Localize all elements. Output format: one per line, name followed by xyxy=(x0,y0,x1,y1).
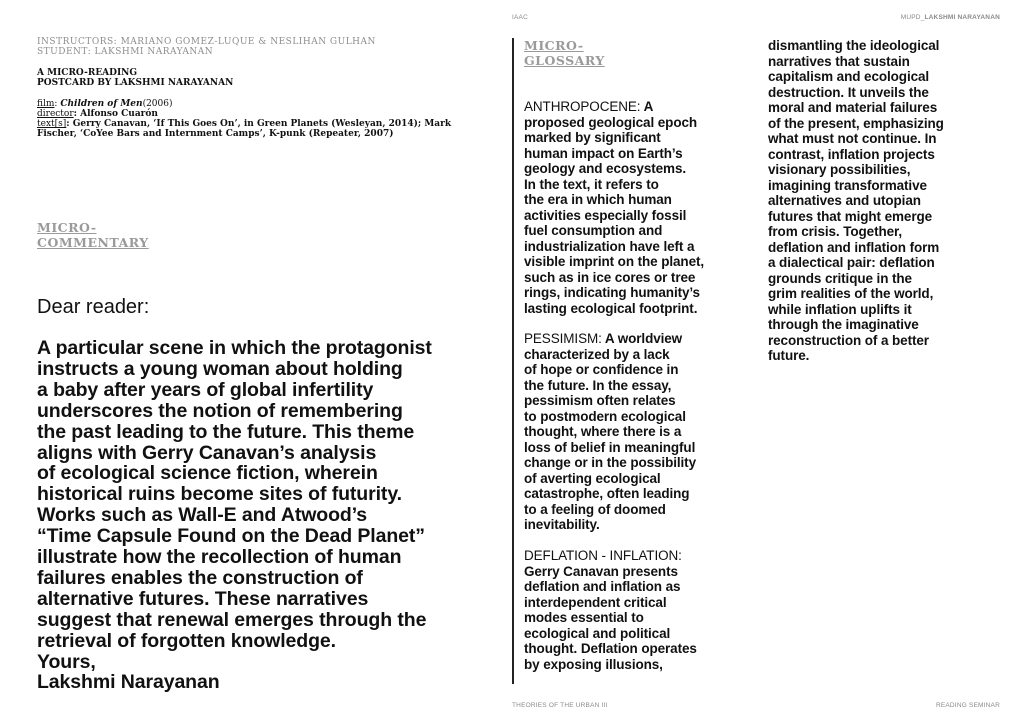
film-title: Children of Men xyxy=(60,99,143,109)
header-left: IAAC xyxy=(512,14,528,21)
glossary-definition-line: In the text, it refers to xyxy=(524,176,659,192)
glossary-continued-line: deflation and inflation form xyxy=(768,239,940,255)
commentary-line: historical ruins become sites of futurity. xyxy=(37,483,402,506)
director-label: director xyxy=(37,109,74,119)
glossary-entry-deflation-first-line xyxy=(524,548,682,564)
glossary-continued-line: contrast, inflation projects xyxy=(768,146,935,162)
glossary-definition-line: thought. Deflation operates xyxy=(524,641,697,656)
glossary-continued-line: while inflation uplifts it xyxy=(768,301,912,317)
glossary-definition-line: proposed geological epoch xyxy=(524,114,698,130)
glossary-definition-line: pessimism often relates xyxy=(524,393,676,408)
commentary-line: instructs a young woman about holding xyxy=(37,357,403,380)
glossary-definition-line: industrialization have left a xyxy=(524,238,695,254)
footer-left: THEORIES OF THE URBAN III xyxy=(512,702,608,709)
glossary-definition-line: thought, where there is a xyxy=(524,424,682,439)
glossary-continued-line: grim realities of the world, xyxy=(768,286,934,301)
greeting: Dear reader: xyxy=(37,296,150,318)
commentary-line: “Time Capsule Found on the Dead Planet” xyxy=(37,525,425,548)
glossary-definition-line: ecological and political xyxy=(524,625,671,641)
commentary-line: a baby after years of global infertility xyxy=(37,378,374,401)
glossary-definition-line: interdependent critical xyxy=(524,594,667,610)
film-line: film: Children of Men(2006) xyxy=(37,99,173,109)
glossary-continued-line: reconstruction of a better xyxy=(768,332,929,348)
glossary-continued-line: grounds critique in the xyxy=(768,270,912,286)
glossary-continued-line: narratives that sustain xyxy=(768,53,910,69)
header-right xyxy=(901,14,1000,21)
film-year: (2006) xyxy=(142,99,173,109)
glossary-definition-line: change or in the possibility xyxy=(524,455,696,470)
glossary-definition-line: fuel consumption and xyxy=(524,223,663,238)
glossary-definition-line: inevitability. xyxy=(524,517,600,532)
glossary-definition-line: marked by significant xyxy=(524,130,661,145)
glossary-continued-line: imagining transformative xyxy=(768,177,927,193)
footer-right: READING SEMINAR xyxy=(935,702,1000,709)
glossary-definition-line: of averting ecological xyxy=(524,470,661,486)
glossary-continued-line: a dialectical pair: deflation xyxy=(768,255,935,270)
texts-value: : Gerry Canavan, ‘If This Goes On’, in Green Planets (Wesleyan, 2014); Mark xyxy=(66,119,452,129)
glossary-continued-line: dismantling the ideological xyxy=(768,38,940,53)
postcard-title-line2: POSTCARD BY LAKSHMI NARAYANAN xyxy=(37,78,234,88)
header-right-prefix: MUPD_ xyxy=(900,14,925,21)
director-line xyxy=(37,109,158,119)
texts-value-2: Fischer, ‘CoYee Bars and Internment Camps’, K-punk (Repeater, 2007) xyxy=(37,129,394,139)
commentary-line: Works such as Wall-E and Atwood’s xyxy=(37,504,368,527)
glossary-continued-line: futures that might emerge xyxy=(768,208,933,224)
director-value: : Alfonso Cuarón xyxy=(73,109,158,119)
glossary-definition-start: A xyxy=(640,99,654,114)
commentary-line: retrieval of forgotten knowledge. xyxy=(37,629,336,652)
glossary-continued-line: destruction. It unveils the xyxy=(768,84,929,100)
glossary-definition-line: Gerry Canavan presents xyxy=(524,563,678,579)
glossary-entry-pessimism-first-line xyxy=(524,331,682,347)
header-right-name: LAKSHMI NARAYANAN xyxy=(924,14,1000,21)
glossary-definition-line: modes essential to xyxy=(524,610,644,625)
glossary-heading-line2: GLOSSARY xyxy=(524,53,605,68)
glossary-term-pessimism: PESSIMISM: xyxy=(524,331,602,346)
commentary-line: underscores the notion of remembering xyxy=(37,399,403,422)
glossary-definition-line: the era in which human xyxy=(524,192,672,207)
student-line: STUDENT: LAKSHMI NARAYANAN xyxy=(37,47,214,57)
glossary-continued-line: from crisis. Together, xyxy=(768,224,903,239)
glossary-continued-line: moral and material failures xyxy=(768,100,938,115)
commentary-heading-line2: COMMENTARY xyxy=(37,235,149,250)
commentary-line: A particular scene in which the protagonist xyxy=(37,337,432,359)
glossary-continued-line: alternatives and utopian xyxy=(768,193,921,208)
glossary-definition-line: lasting ecological footprint. xyxy=(524,300,698,316)
instructors-line: INSTRUCTORS: MARIANO GOMEZ-LUQUE & NESLIHAN GULHAN xyxy=(37,37,376,47)
glossary-definition-line: geology and ecosystems. xyxy=(524,161,687,176)
glossary-definition-line: the future. In the essay, xyxy=(524,377,672,393)
commentary-line: Yours, xyxy=(37,650,96,673)
texts-label: text[s] xyxy=(37,119,67,129)
glossary-definition-line: visible imprint on the planet, xyxy=(524,254,705,269)
commentary-line: suggest that renewal emerges through the xyxy=(37,608,427,631)
glossary-definition-line: activities especially fossil xyxy=(524,207,687,223)
commentary-line: failures enables the construction of xyxy=(37,566,363,589)
glossary-definition-line: to postmodern ecological xyxy=(524,408,686,424)
glossary-entry-anthropocene-first-line xyxy=(524,99,653,115)
glossary-definition-line: to a feeling of doomed xyxy=(524,501,666,517)
glossary-definition-line: loss of belief in meaningful xyxy=(524,439,696,455)
glossary-continued-line: of the present, emphasizing xyxy=(768,115,944,131)
glossary-definition-line: human impact on Earth’s xyxy=(524,145,683,161)
commentary-line: illustrate how the recollection of human xyxy=(37,546,402,568)
film-label: film xyxy=(37,99,55,109)
glossary-continued-line: what must not continue. In xyxy=(768,131,937,146)
texts-line xyxy=(37,119,451,129)
glossary-definition-line: such as in ice cores or tree xyxy=(524,269,696,285)
commentary-line: of ecological science fiction, wherein xyxy=(37,462,378,485)
glossary-continued-line: capitalism and ecological xyxy=(768,69,930,84)
glossary-definition-line: of hope or confidence in xyxy=(524,362,679,377)
glossary-definition-line: rings, indicating humanity’s xyxy=(524,285,700,300)
commentary-line: aligns with Gerry Canavan’s analysis xyxy=(37,441,377,464)
glossary-continued-line: visionary possibilities, xyxy=(768,162,911,177)
commentary-line: alternative futures. These narratives xyxy=(37,587,369,610)
glossary-definition-line: catastrophe, often leading xyxy=(524,486,690,501)
commentary-heading-line1: MICRO- xyxy=(37,220,97,235)
commentary-line: Lakshmi Narayanan xyxy=(37,671,220,694)
glossary-continued-line: future. xyxy=(768,348,810,363)
glossary-continued-line: through the imaginative xyxy=(768,317,919,332)
texts-line-2 xyxy=(37,129,393,139)
glossary-definition-line: deflation and inflation as xyxy=(524,579,681,594)
glossary-heading-line1: MICRO- xyxy=(524,38,584,53)
postcard-title-line1: A MICRO-READING xyxy=(37,68,138,78)
commentary-line: the past leading to the future. This theme xyxy=(37,420,415,443)
glossary-term-anthropocene: ANTHROPOCENE: xyxy=(524,99,641,114)
glossary-definition-start: A worldview xyxy=(601,331,683,346)
glossary-definition-line: by exposing illusions, xyxy=(524,656,663,672)
glossary-term-deflation: DEFLATION - INFLATION: xyxy=(524,548,682,563)
glossary-definition-line: characterized by a lack xyxy=(524,346,670,362)
column-divider xyxy=(512,38,514,684)
